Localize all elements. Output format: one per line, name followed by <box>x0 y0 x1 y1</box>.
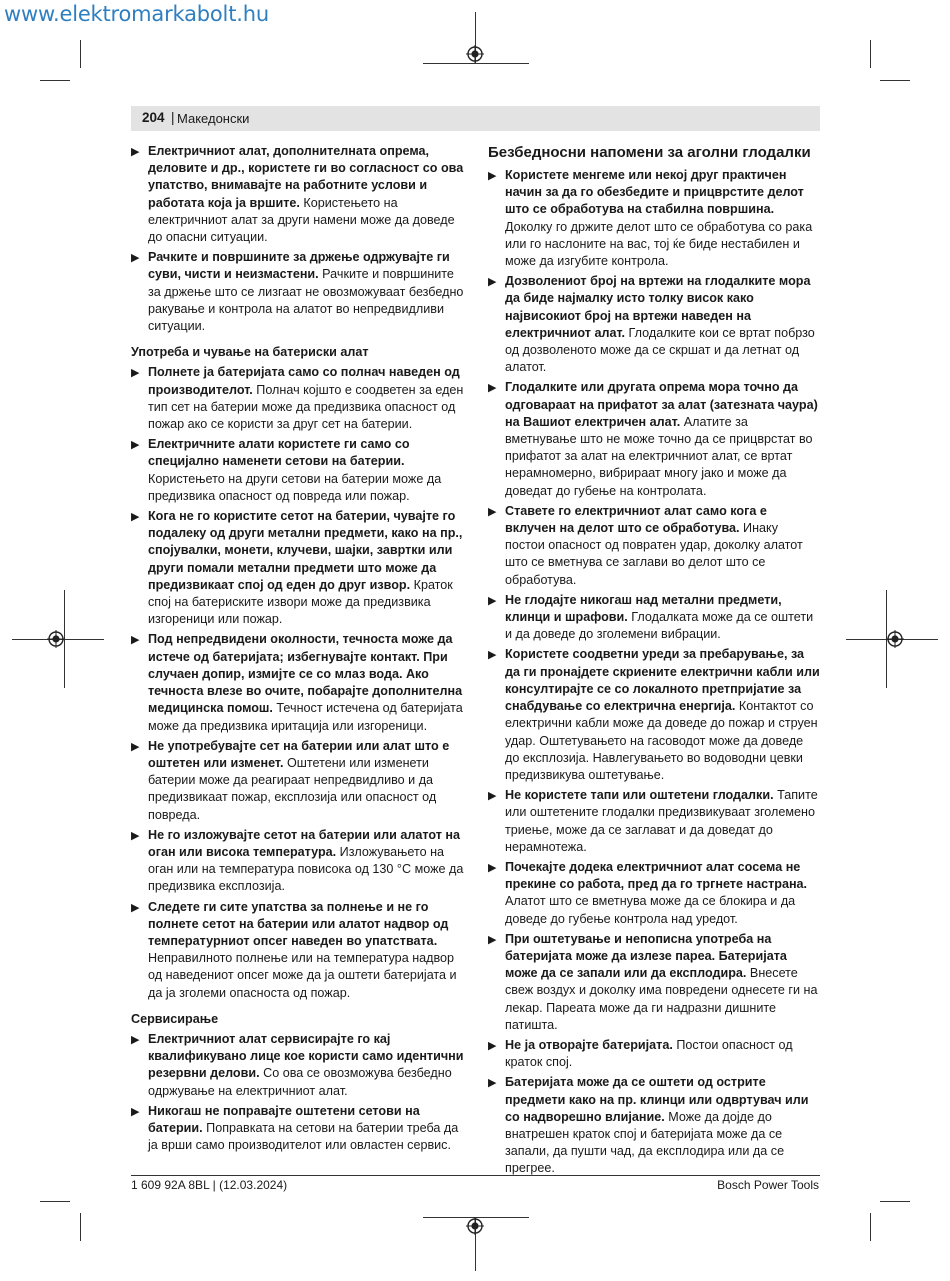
list-item <box>488 1074 820 1177</box>
bullet-icon: ▶ <box>131 829 140 842</box>
battery-list <box>131 364 464 1001</box>
item-bold-text: Не глодајте никогаш над метални предмети, клинци и шрафови. <box>505 592 782 625</box>
list-item <box>131 436 464 505</box>
service-list <box>131 1031 464 1154</box>
bullet-icon: ▶ <box>131 439 140 452</box>
item-bold-text: Електричниот алат сервисирајте го кај квалификувано лице кое користи само идентични резервни делови. <box>148 1031 464 1081</box>
list-item <box>488 592 820 644</box>
item-text: Алатите за вметнување што не може точно да се прицврстат во прифатот за алат на електричниот алат, се вртат нерамномерно, вибрираат многу јако и може да доведат до губење на контролата. <box>505 414 813 498</box>
item-text: Може да дојде до внатрешен краток спој и батеријата може да се запали, да пушти чад, да експлодира или да се прегрее. <box>505 1109 785 1176</box>
crop-mark <box>870 40 871 68</box>
registration-line <box>423 63 529 64</box>
header-language: Македонски <box>177 111 250 126</box>
bullet-icon: ▶ <box>131 901 140 914</box>
list-item <box>488 1037 820 1071</box>
battery-section-heading: Употреба и чување на батериски алат <box>131 345 369 360</box>
item-bold-text: Кога не го користите сетот на батерии, чувајте го подалеку од други метални предмети, како на пр., спојувалки, монети, клучеви, шајки, завртки или други помали метални предмети што може да предизвикаат спој од еден до друг извор. <box>148 509 463 592</box>
item-text: Тапите или оштетените глодалки предизвикуваат зголемено триење, може да се заглават и да доведат до нерамнотежа. <box>505 788 818 854</box>
crop-mark <box>880 80 910 81</box>
list-item <box>131 899 464 1002</box>
item-bold-text: Електричниот алат, дополнителната опрема, деловите и др., користете ги во согласност со ова упатство, внимавајте на работните услови и работата која ја вршите. <box>148 144 464 210</box>
item-text: Поправката на сетови на батерии треба да ја врши само производителот или овластен сервис. <box>148 1120 459 1153</box>
bullet-icon: ▶ <box>131 252 140 265</box>
item-bold-text: Полнете ја батеријата само со полнач наведен од производителот. <box>148 365 460 397</box>
item-bold-text: Не користете тапи или оштетени глодалки. <box>505 788 774 803</box>
bullet-icon: ▶ <box>488 1077 497 1090</box>
bullet-icon: ▶ <box>488 594 497 607</box>
crop-mark <box>870 1213 871 1241</box>
item-text: Алатот што се вметнува може да се блокира и да доведе до губење контрола над уредот. <box>505 894 796 926</box>
list-item <box>131 631 464 734</box>
footer-brand: Bosch Power Tools <box>717 1178 819 1192</box>
list-item <box>131 1103 464 1155</box>
bullet-icon: ▶ <box>488 933 497 946</box>
crop-mark <box>80 1213 81 1241</box>
item-bold-text: Под непредвидени околности, течноста може да истече од батеријата; избегнувајте контакт. При случаен допир, измијте се со млаз вода. Ако течноста влезе во очите, побарајте дополнителна медицинска помош. <box>148 632 463 716</box>
item-bold-text: Никогаш не поправајте оштетени сетови на батерии. <box>148 1103 420 1135</box>
right-column <box>488 143 820 1181</box>
bullet-icon: ▶ <box>131 1033 140 1046</box>
bullet-icon: ▶ <box>488 382 497 395</box>
item-bold-text: Не го изложувајте сетот на батерии или алатот на оган или висока температура. <box>148 827 461 859</box>
item-bold-text: Батеријата може да се оштети од острите предмети како на пр. клинци или одвртувач или со надворешно влијание. <box>505 1075 809 1124</box>
bullet-icon: ▶ <box>131 634 140 647</box>
item-bold-text: Глодалките или другата опрема мора точно да одговараат на прифатот за алат (затезната чаура) на Вашиот електричен алат. <box>505 380 818 429</box>
registration-target-icon <box>886 630 904 648</box>
item-bold-text: Електричните алати користете ги само со специјално наменети сетови на батерии. <box>148 437 410 469</box>
crop-mark <box>80 40 81 68</box>
bullet-icon: ▶ <box>488 790 497 803</box>
item-bold-text: Ставете го електричниот алат само кога е вклучен на делот што се обработува. <box>505 503 767 536</box>
item-text: Користењето на електричниот алат за други намени може да доведе до опасни ситуации. <box>148 195 455 245</box>
bullet-icon: ▶ <box>488 505 497 518</box>
footer-rule <box>131 1175 820 1176</box>
list-item <box>131 1031 464 1100</box>
item-text: Глодалките кои се вртат побрзо од дозволеното може да се скршат и да летнат од алатот. <box>505 325 815 375</box>
item-text: Контактот со електрични кабли може да доведе до пожар и струен удар. Оштетувањето на гасоводот може да доведе до експлозија. Навлегувањето во водоводни цевки предизвикува оштетување. <box>505 699 818 782</box>
footer-doc-code: 1 609 92A 8BL | (12.03.2024) <box>131 1178 288 1192</box>
crop-mark <box>880 1201 910 1202</box>
list-item <box>488 859 820 928</box>
service-section-heading: Сервисирање <box>131 1011 219 1026</box>
item-text: Инаку постои опасност од повратен удар, доколку алатот што се вметнува се заглави во делот што се обработува. <box>505 521 803 587</box>
list-item <box>131 508 464 628</box>
item-text: Изложувањето на оган или на температура повисока од 130 °C може да предизвика експлозија. <box>148 844 464 894</box>
item-text: Доколку го држите делот што се обработува со рака или го наслоните на вас, тој ќе биде нестабилен и може да изгубите контрола. <box>505 219 813 269</box>
router-safety-heading: Безбедносни напомени за аголни глодалки <box>488 144 811 161</box>
list-item <box>488 646 820 784</box>
crop-mark <box>40 1201 70 1202</box>
item-bold-text: Дозволениот број на вртежи на глодалките мора да биде најмалку исто толку висок како највисокиот број на вртежи наведен на електричниот алат. <box>505 274 811 340</box>
bullet-icon: ▶ <box>131 740 140 753</box>
watermark-url[interactable]: www.elektromarkabolt.hu <box>4 2 269 26</box>
crop-mark <box>40 80 70 81</box>
registration-target-icon <box>466 1217 484 1235</box>
list-item <box>488 167 820 270</box>
intro-list <box>131 143 464 335</box>
item-bold-text: Не ја отворајте батеријата. <box>505 1037 673 1052</box>
item-bold-text: Користете менгеме или некој друг практичен начин за да го обезбедите и прицврстите делот што се обработува на стабилна површина. <box>505 168 804 217</box>
list-item <box>488 787 820 856</box>
list-item <box>131 143 464 246</box>
registration-target-icon <box>47 630 65 648</box>
left-column <box>131 143 464 1157</box>
bullet-icon: ▶ <box>488 170 497 182</box>
bullet-icon: ▶ <box>131 146 140 158</box>
header-separator: | <box>171 110 175 125</box>
item-text: Течност истечена од батеријата може да предизвика иритација или изгореници. <box>148 701 463 733</box>
list-item <box>488 931 820 1034</box>
item-bold-text: Не употребувајте сет на батерии или алат што е оштетен или изменет. <box>148 738 450 770</box>
item-text: Внесете свеж воздух и доколку има повредени однесете ги на лекар. Пареата може да ги надразни дишните патишта. <box>505 966 818 1032</box>
item-bold-text: Рачките и површините за држење одржувајте ги суви, чисти и неизмастени. <box>148 250 450 282</box>
router-safety-list <box>488 167 820 1178</box>
item-bold-text: Користете соодветни уреди за пребарување, за да ги пронајдете скриените електрични кабли или консултирајте се со локалното претпријатие за снабдување со електрична енергија. <box>505 647 820 714</box>
item-text: Рачките и површините за држење што се лизгаат не овозможуваат безбедно ракување и контрола на алатот во непредвидливи ситуации. <box>148 267 464 334</box>
item-text: Оштетени или изменети батерии може да реагираат непредвидливо и да предизвикаат пожар, експлозија или опасност од повреда. <box>148 755 437 822</box>
item-bold-text: Следете ги сите упатства за полнење и не го полнете сетот на батерии или алатот надвор од температурниот опсег наведен во упатствата. <box>148 899 449 948</box>
bullet-icon: ▶ <box>131 1105 140 1118</box>
list-item <box>131 249 464 335</box>
page-number: 204 <box>142 110 165 125</box>
bullet-icon: ▶ <box>131 367 140 380</box>
page-header <box>131 106 820 131</box>
bullet-icon: ▶ <box>488 276 497 289</box>
list-item <box>488 379 820 499</box>
item-text: Користењето на други сетови на батерии може да предизвика опасност од повреда или пожар. <box>148 471 442 503</box>
bullet-icon: ▶ <box>131 511 140 524</box>
list-item <box>488 273 820 376</box>
list-item <box>488 503 820 589</box>
item-bold-text: Почекајте додека електричниот алат сосема не прекине со работа, пред да го тргнете настрана. <box>505 859 808 892</box>
list-item <box>131 738 464 824</box>
item-text: Неправилното полнење или на температура надвор од наведениот опсег може да ја оштети батеријата и да ја зголеми опасноста од пожар. <box>148 951 457 1000</box>
bullet-icon: ▶ <box>488 649 497 662</box>
item-text: Постои опасност од краток спој. <box>505 1037 793 1070</box>
item-text: Краток спој на батериските извори може да предизвика изгореници или пожар. <box>148 577 453 627</box>
registration-target-icon <box>466 45 484 63</box>
item-text: Глодалката може да се оштети и да доведе до зголемени вибрации. <box>505 610 814 642</box>
bullet-icon: ▶ <box>488 1039 497 1052</box>
list-item <box>131 364 464 433</box>
list-item <box>131 827 464 896</box>
item-text: Со ова се овозможува безбедно одржување на електричниот алат. <box>148 1066 452 1098</box>
item-text: Полнач којшто е соодветен за еден тип сет на батерии може да предизвика опасност од пожар ако се користи за друг сет на батерии. <box>148 382 464 432</box>
bullet-icon: ▶ <box>488 861 497 874</box>
item-bold-text: При оштетување и непописна употреба на батеријата може да излезе пареа. Батеријата може да се запали или да експлодира. <box>505 931 787 981</box>
